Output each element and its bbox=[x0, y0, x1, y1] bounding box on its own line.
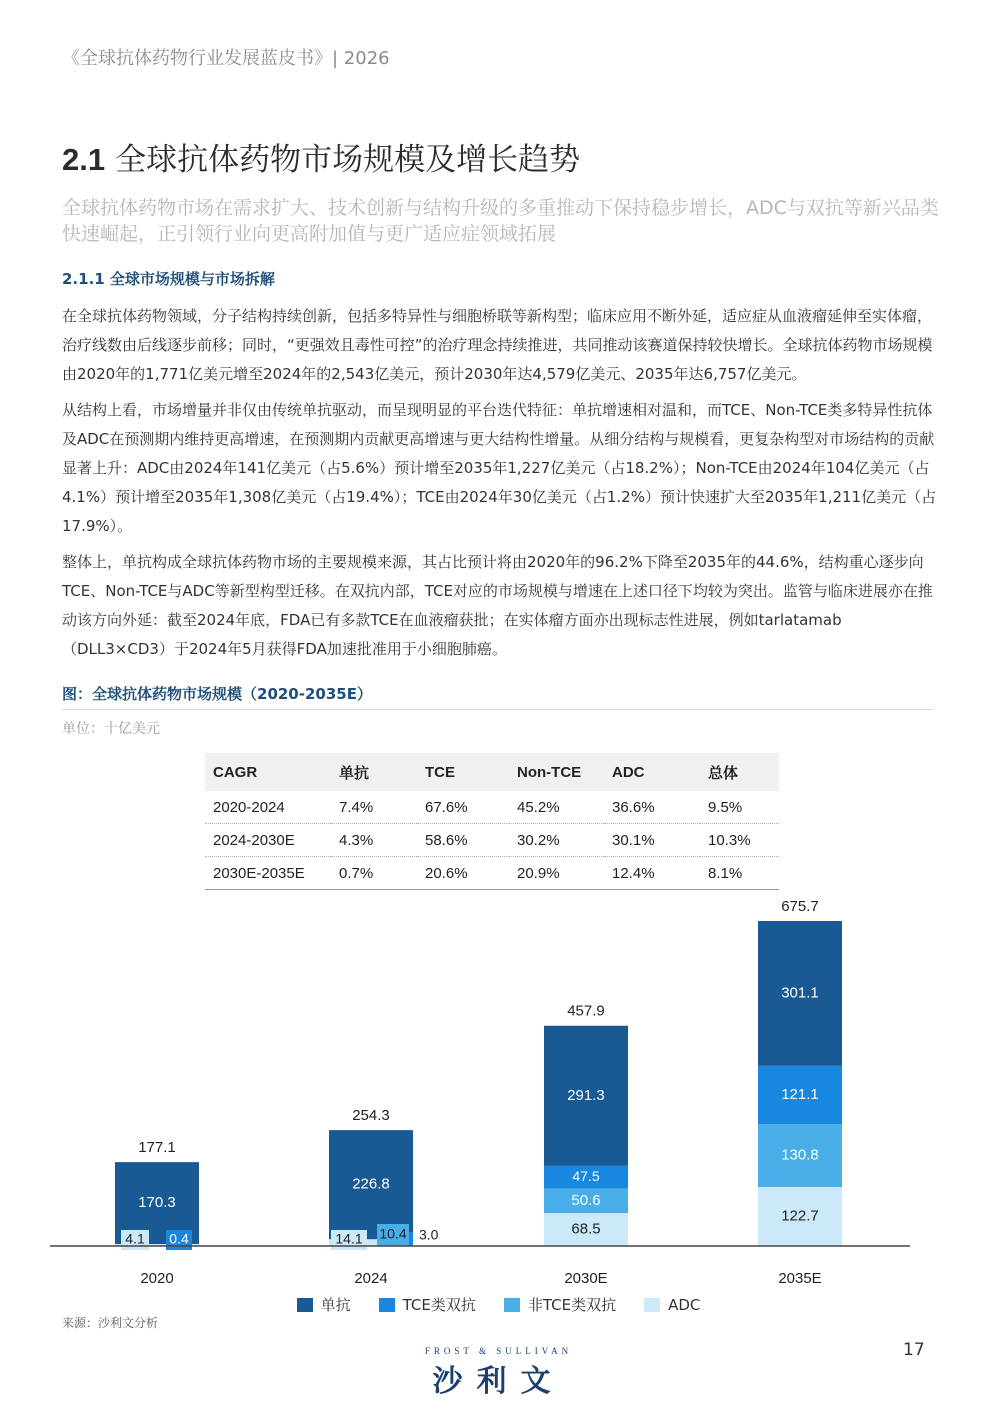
table-cell: 36.6% bbox=[604, 791, 700, 824]
legend-swatch bbox=[504, 1298, 520, 1312]
x-tick-label: 2035E bbox=[778, 1269, 822, 1287]
body-paragraph: 在全球抗体药物领域，分子结构持续创新，包括多特异性与细胞桥联等新构型；临床应用不断外延，适应症从血液瘤延伸至实体瘤，治疗线数由后线逐步前移；同时，“更强效且毒性可控”的治疗理念持续推进，共同推动该赛道保持较快增长。全球抗体药物市场规模由2020年的1,771亿美元增至2024年的2,543亿美元，预计2030年达4,579亿美元、2035年达6,757亿美元。 bbox=[62, 307, 933, 383]
table-cell: 20.6% bbox=[417, 857, 509, 890]
figure-unit: 单位：十亿美元 bbox=[62, 721, 160, 737]
table-cell: 7.4% bbox=[331, 791, 417, 824]
data-label-adc: 122.7 bbox=[781, 1207, 819, 1225]
x-tick-label: 2030E bbox=[564, 1269, 608, 1287]
data-label-tce: 121.1 bbox=[781, 1085, 819, 1103]
table-cell: 2020-2024 bbox=[205, 791, 331, 824]
figure-divider bbox=[62, 709, 933, 710]
data-label-nontce: 130.8 bbox=[781, 1146, 819, 1164]
table-cell: 45.2% bbox=[509, 791, 604, 824]
data-label-adc: 68.5 bbox=[571, 1220, 601, 1238]
data-label-nontce: 10.4 bbox=[379, 1225, 407, 1242]
data-label-tce: 3.0 bbox=[419, 1226, 439, 1243]
table-cell: 30.2% bbox=[509, 824, 604, 857]
table-cell: 58.6% bbox=[417, 824, 509, 857]
data-label-mab: 170.3 bbox=[138, 1194, 176, 1212]
data-label-total: 675.7 bbox=[781, 897, 819, 915]
legend-swatch bbox=[644, 1298, 660, 1312]
table-cell: 9.5% bbox=[700, 791, 779, 824]
data-label-nontce: 50.6 bbox=[571, 1191, 601, 1209]
table-cell: 0.7% bbox=[331, 857, 417, 890]
table-header-row bbox=[205, 753, 779, 791]
data-label-tce: 47.5 bbox=[572, 1167, 600, 1184]
table-row bbox=[205, 824, 779, 857]
body-paragraph: 整体上，单抗构成全球抗体药物市场的主要规模来源，其占比预计将由2020年的96.2%下降至2035年的44.6%，结构重心逐步向 TCE、Non-TCE与ADC等新型构型迁移。在双抗内部，TCE对应的市场规模与增速在上述口径下均较为突出。监管与临床进展亦在推动该方向外延：截至2024年底，FDA已有多款TCE在血液瘤获批；在实体瘤方面亦出现标志性进展，例如tarlatamab（DLL3×CD3）于2024年5月获得FDA加速批准用于小细胞肺癌。 bbox=[62, 553, 933, 658]
table-cell: 20.9% bbox=[509, 857, 604, 890]
legend-label: 非TCE类双抗 bbox=[527, 1296, 617, 1314]
chart-legend bbox=[0, 1294, 997, 1315]
logo-wordmark-cn: 沙利文 bbox=[432, 1364, 565, 1399]
table-header-cell: ADC bbox=[604, 753, 700, 791]
table-cell: 30.1% bbox=[604, 824, 700, 857]
data-label-tce: 0.4 bbox=[169, 1230, 189, 1247]
source-note: 来源：沙利文分析 bbox=[62, 1316, 159, 1330]
legend-label: ADC bbox=[668, 1295, 701, 1314]
data-label-total: 254.3 bbox=[352, 1107, 390, 1125]
bar-segment-tce bbox=[409, 1232, 413, 1246]
legend-item bbox=[297, 1294, 351, 1315]
table-header-cell: 总体 bbox=[700, 753, 779, 791]
data-label-mab: 301.1 bbox=[781, 984, 819, 1002]
legend-item bbox=[644, 1294, 700, 1315]
table-cell: 67.6% bbox=[417, 791, 509, 824]
x-tick-label: 2024 bbox=[354, 1269, 388, 1287]
document-header: 《全球抗体药物行业发展蓝皮书》| 2026 bbox=[62, 48, 390, 69]
table-header-cell: CAGR bbox=[205, 753, 331, 791]
market-size-chart bbox=[0, 890, 997, 1290]
table-cell: 2030E-2035E bbox=[205, 857, 331, 890]
table-header-cell: Non-TCE bbox=[509, 753, 604, 791]
section-lead: 全球抗体药物市场在需求扩大、技术创新与结构升级的多重推动下保持稳步增长，ADC与双抗等新兴品类快速崛起，正引领行业向更高附加值与更广适应症领域拓展 bbox=[62, 197, 939, 245]
section-title-text: 全球抗体药物市场规模及增长趋势 bbox=[115, 142, 581, 178]
data-label-mab: 291.3 bbox=[567, 1086, 605, 1104]
subsection-title: 2.1.1 全球市场规模与市场拆解 bbox=[62, 270, 275, 288]
data-label-mab: 226.8 bbox=[352, 1175, 390, 1193]
section-number: 2.1 bbox=[62, 142, 106, 177]
data-label-total: 457.9 bbox=[567, 1002, 605, 1020]
body-paragraph: 从结构上看，市场增量并非仅由传统单抗驱动，而呈现明显的平台迭代特征：单抗增速相对温和，而TCE、Non-TCE类多特异性抗体及ADC在预测期内维持更高增速，在预测期内贡献更高增速与更大结构性增量。从细分结构与规模看，更复杂构型对市场结构的贡献显著上升：ADC由2024年141亿美元（占5.6%）预计增至2035年1,227亿美元（占18.2%）；Non-TCE由2024年104亿美元（占4.1%）预计增至2035年1,308亿美元（占19.4%）；TCE由2024年30亿美元（占1.2%）预计快速扩大至2035年1,211亿美元（占17.9%）。 bbox=[62, 401, 937, 535]
table-cell: 8.1% bbox=[700, 857, 779, 890]
legend-label: TCE类双抗 bbox=[402, 1296, 476, 1314]
data-label-adc: 14.1 bbox=[335, 1230, 363, 1247]
data-label-total: 177.1 bbox=[138, 1139, 176, 1157]
table-header-cell: TCE bbox=[417, 753, 509, 791]
legend-label: 单抗 bbox=[320, 1296, 351, 1314]
table-cell: 12.4% bbox=[604, 857, 700, 890]
figure-caption: 图：全球抗体药物市场规模（2020-2035E） bbox=[62, 685, 372, 703]
table-row bbox=[205, 791, 779, 824]
table-header-cell: 单抗 bbox=[331, 753, 417, 791]
x-tick-label: 2020 bbox=[140, 1269, 174, 1287]
section-title bbox=[62, 134, 580, 179]
legend-swatch bbox=[297, 1298, 313, 1312]
logo-wordmark-en: FROST & SULLIVAN bbox=[424, 1346, 573, 1356]
table-cell: 4.3% bbox=[331, 824, 417, 857]
legend-item bbox=[379, 1294, 476, 1315]
legend-swatch bbox=[379, 1298, 395, 1312]
table-cell: 2024-2030E bbox=[205, 824, 331, 857]
page-number: 17 bbox=[903, 1340, 925, 1360]
legend-item bbox=[504, 1294, 616, 1315]
table-cell: 10.3% bbox=[700, 824, 779, 857]
table-row bbox=[205, 857, 779, 890]
data-label-adc: 4.1 bbox=[125, 1230, 145, 1247]
cagr-table bbox=[205, 753, 779, 890]
